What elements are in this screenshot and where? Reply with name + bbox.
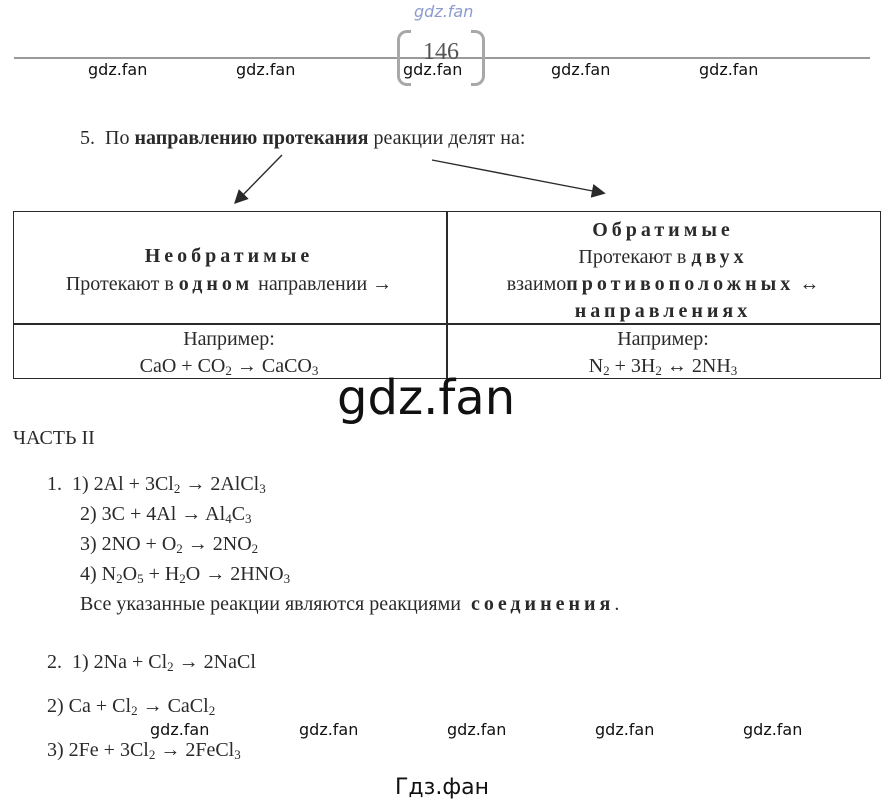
left-arrow [236, 155, 282, 202]
table-divider-h [14, 323, 880, 325]
right-line2: взаимопротивоположных ↔ [506, 273, 820, 295]
q1-reaction-3: 3) $2NO + O_2 \to 2NO_2$ [80, 533, 259, 556]
reactions-table [13, 211, 881, 379]
q1-conclusion: Все указанные реакции являются реакциями соединения. [80, 593, 620, 615]
part-heading: ЧАСТЬ II [13, 427, 95, 449]
q2-reaction-1: 1) $2Na + Cl_2$ → 2NaCl [72, 651, 256, 674]
watermark: gdz.fan [595, 720, 655, 739]
q1-number: 1. [47, 473, 62, 495]
left-description: Протекают в одном направлении → [65, 273, 393, 295]
site-mark: gdz.fan [414, 2, 474, 21]
watermark: gdz.fan [447, 720, 507, 739]
watermark: gdz.fan [150, 720, 210, 739]
right-title: Обратимые [592, 219, 734, 241]
watermark: gdz.fan [743, 720, 803, 739]
left-title: Необратимые [144, 245, 314, 267]
right-line3: направлениях [574, 300, 752, 322]
watermark: gdz.fan [88, 60, 148, 79]
watermark: gdz.fan [236, 60, 296, 79]
right-arrow [432, 160, 603, 193]
q2-number: 2. [47, 651, 62, 673]
big-watermark: gdz.fan [337, 370, 516, 426]
q1-reaction-2: 2) $3C + 4Al \to Al_4C_3$ [80, 503, 252, 526]
item5-number: 5. [80, 127, 95, 149]
item5-suffix: реакции делят на: [373, 127, 526, 149]
q1-reaction-4: 4) $N_2O_5 + H_2O \to 2HNO_3$ [80, 563, 291, 586]
q2-reaction-3: 3) $2Fe + 3Cl_2$ → 2FeCl$_3$ [47, 739, 241, 762]
q2-reaction-2: 2) $Ca + Cl_2$ → CaCl$_2$ [47, 695, 216, 718]
q1-reaction-1: 1) $2Al + 3Cl_2$ → 2AlCl$_3$ [72, 473, 266, 496]
item5-prefix: По [105, 127, 130, 149]
item5-bold: направлению протекания [134, 127, 369, 149]
left-example-label: Например: [183, 328, 275, 350]
left-example-formula: CaO + $CO_2$ → CaCO$_3$ [139, 355, 319, 378]
watermark: gdz.fan [551, 60, 611, 79]
right-example-label: Например: [617, 328, 709, 350]
right-line1: Протекают в двух [578, 246, 748, 268]
footer-site-name: Гдз.фан [395, 775, 489, 800]
right-example-formula: $N_2 + 3H_2$ ↔ $2NH_3$ [588, 355, 738, 378]
page-number: 146 [423, 39, 459, 65]
watermark: gdz.fan [403, 60, 463, 79]
watermark: gdz.fan [699, 60, 759, 79]
watermark: gdz.fan [299, 720, 359, 739]
